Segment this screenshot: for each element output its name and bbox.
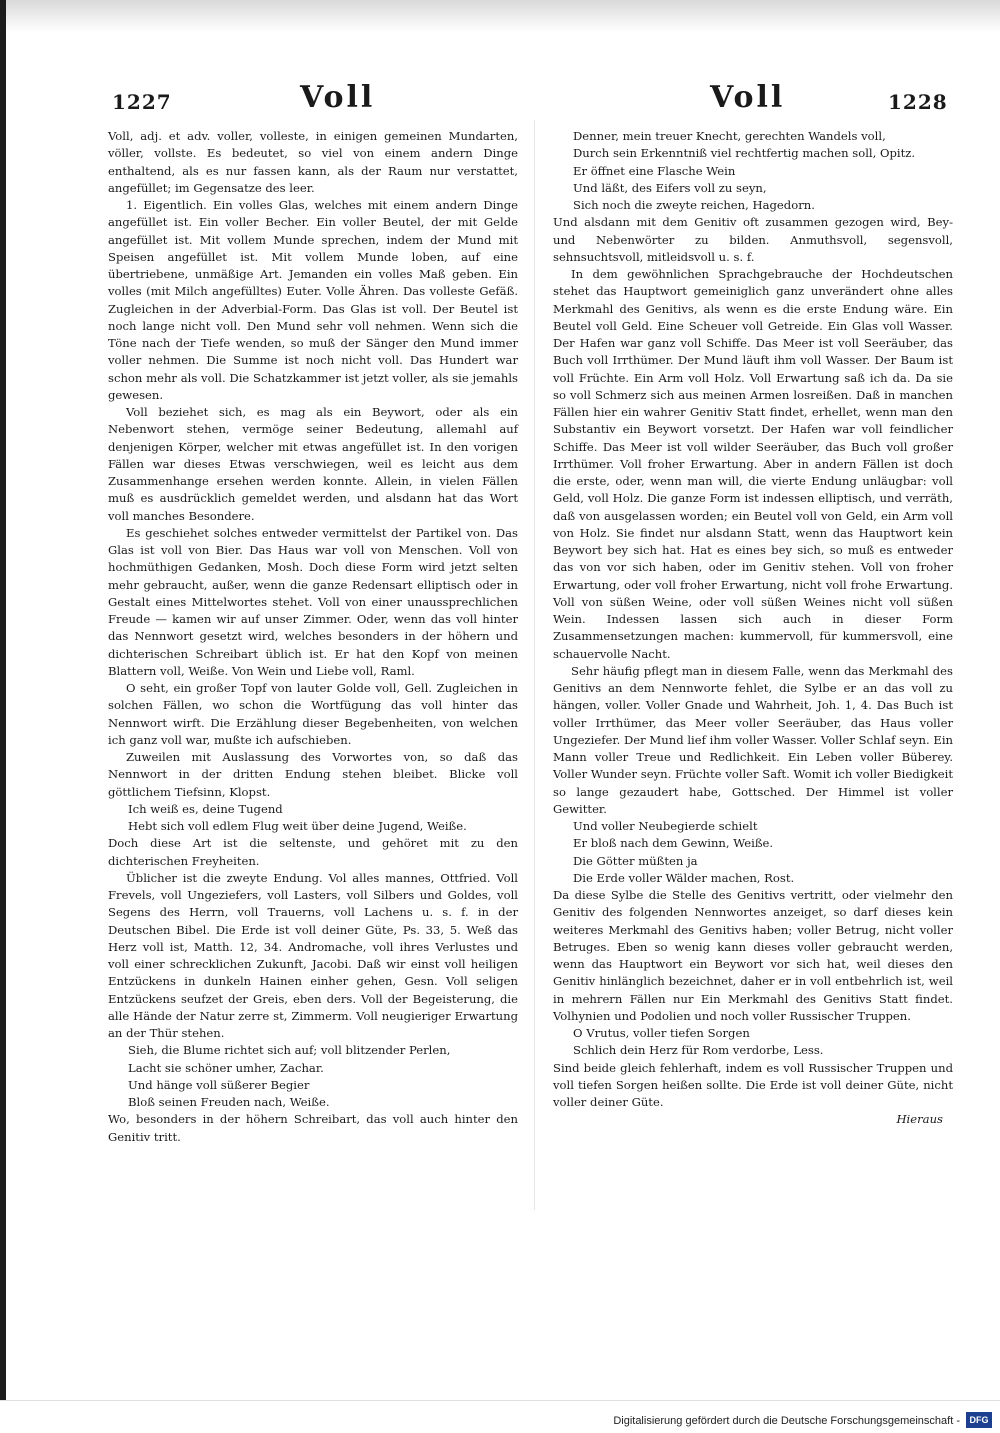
verse-line: Er bloß nach dem Gewinn, Weiße. xyxy=(573,836,774,851)
funding-notice: Digitalisierung gefördert durch die Deutsche Forschungsgemeinschaft - xyxy=(613,1415,960,1427)
right-running-head: Voll xyxy=(710,80,786,115)
right-column xyxy=(553,128,953,1129)
verse-line: Bloß seinen Freuden nach, Weiße. xyxy=(128,1095,330,1109)
dfg-logo-icon: DFG xyxy=(966,1412,992,1428)
verse-line: Sich noch die zweyte reichen, Hagedorn. xyxy=(573,198,815,212)
verse-line: Die Götter müßten ja xyxy=(573,853,698,868)
verse-line: Schlich dein Herz für Rom verdorbe, Less. xyxy=(573,1043,824,1058)
verse-line: Hebt sich voll edlem Flug weit über deine Jugend, Weiße. xyxy=(128,819,467,833)
verse-line: Denner, mein treuer Knecht, gerechten Wandels voll, xyxy=(573,129,886,143)
paragraph: Zuweilen mit Auslassung des Vorwortes von, so daß das Nennwort in der dritten Endung stehen bleibet. Blicke voll göttlichem Tiefsinn, Klopst. xyxy=(108,750,518,799)
entry-headword-paragraph: Voll, adj. et adv. voller, volleste, in einigen gemeinen Mundarten, völler, vollste. Es bedeutet, so viel von einem andern Dinge enthaltend, als es nur fassen kann, als der Raum nur verstattet, angefüllet; im Gegensatze des leer. xyxy=(108,129,518,195)
verse-line: Ich weiß es, deine Tugend xyxy=(128,801,283,816)
paragraph: Da diese Sylbe die Stelle des Genitivs vertritt, oder vielmehr den Genitiv des folgenden Nennwortes anzeiget, so darf dieses kein weiteres Merkmahl des Genitivs haben; voller Betrug, nicht voller Betruges. Eben so wenig kann dieses voller gebraucht werden, wenn das Hauptwort ein Beywort vor sich hat, weil dieses den Genitiv hinlänglich bezeichnet, daher er in voll entbehrlich ist, weil in mehrern Fällen nur Ein Merkmahl des Genitivs Statt findet. Volhynien und Podolien und noch voller Russischer Truppen. xyxy=(553,888,953,1023)
verse-line: Und hänge voll süßerer Begier xyxy=(128,1077,310,1092)
paragraph: Üblicher ist die zweyte Endung. Vol alles mannes, Ottfried. Voll Frevels, voll Ungeziefers, voll Lasters, voll Silbers und Goldes, voll Segens des Herrn, voll Trauerns, voll Lachens u. s. f. in der Deutschen Bibel. Die Erde ist voll deiner Güte, Ps. 33, 5. Weß das Herz voll ist, Matth. 12, 34. Andromache, voll ihres Verlustes und voll einer schrecklichen Zukunft, Jacobi. Daß wir einst voll heiligen Entzückens in dunkeln Hainen einher gehen, Gesn. Voll seligen Entzückens seufzet der Greis, eben ders. Voll der Begeisterung, die alle Hände der Natur zerre st, Zimmerm. Voll neugieriger Erwartung an der Thür stehen. xyxy=(108,870,518,1040)
verse-line: Die Erde voller Wälder machen, Rost. xyxy=(573,870,795,885)
paragraph: Sehr häufig pflegt man in diesem Falle, wenn das Merkmahl des Genitivs an dem Nennworte fehlet, die Sylbe er an das voll zu hängen, voller. Voller Gnade und Wahrheit, Joh. 1, 4. Das Buch ist voller Irrthümer, das Meer voller Seeräuber, das Haus voller Ungeziefer. Der Mund lief ihm voller Wasser. Voller Schlaf seyn. Ein Mann voller Treue und Redlichkeit. Ein Leben voller Büberey. Voller Wunder seyn. Früchte voller Saft. Womit ich voller Biedigkeit so lange gezaudert habe, Gottsched. Der Himmel ist voller Gewitter. xyxy=(553,663,953,816)
paragraph: O seht, ein großer Topf von lauter Golde voll, Gell. Zugleichen in solchen Fällen, wo schon die Wortfügung das voll hinter das Nennwort wirft. Die Erzählung dieser Begebenheiten, von welchen ich ganz voll war, mußte ich aufschieben. xyxy=(108,681,518,747)
verse-line: Lacht sie schöner umher, Zachar. xyxy=(128,1060,324,1075)
column-gutter xyxy=(534,120,535,1210)
paragraph: 1. Eigentlich. Ein volles Glas, welches mit einem andern Dinge angefüllet ist. Ein voller Becher. Ein voller Beutel, der mit Gelde angefüllet ist. Mit vollem Munde sprechen, indem der Mund mit Speisen angefüllet ist. Mit vollem Munde loben, auf eine übertriebene, unmäßige Art. Jemanden ein volles Maß geben. Ein volles (mit Milch angefülltes) Euter. Volle Ähren. Das volleste Gefäß. Zugleichen in der Adverbial-Form. Das Glas ist voll. Der Beutel ist noch lange nicht voll. Den Mund sehr voll nehmen. Wenn sich die Töne nach der Tiefe wenden, so muß der Sänger den Mund immer voller nehmen. Die Summe ist noch nicht voll. Das Hundert war schon mehr als voll. Die Schatzkammer ist jetzt voller, als sie jemahls gewesen. xyxy=(108,198,518,402)
scan-edge-top xyxy=(0,0,1000,32)
verse-line: Und läßt, des Eifers voll zu seyn, xyxy=(573,180,767,195)
verse-line: O Vrutus, voller tiefen Sorgen xyxy=(573,1026,750,1040)
left-running-head: Voll xyxy=(300,80,376,115)
verse-line: Er öffnet eine Flasche Wein xyxy=(573,163,736,178)
verse-line: Sieh, die Blume richtet sich auf; voll blitzender Perlen, xyxy=(128,1043,451,1058)
left-page-number: 1227 xyxy=(112,90,172,114)
paragraph: Sind beide gleich fehlerhaft, indem es voll Russischer Truppen und voll tiefen Sorgen heißen sollte. Die Erde ist voll deiner Güte, nicht voller deiner Güte. xyxy=(553,1060,953,1109)
paragraph: In dem gewöhnlichen Sprachgebrauche der Hochdeutschen stehet das Hauptwort gemeiniglich ganz unverändert ohne alles Merkmahl des Genitivs, als wenn es die erste Endung wäre. Ein Beutel voll Geld. Eine Scheuer voll Getreide. Ein Glas voll Wasser. Der Hafen war ganz voll Schiffe. Das Meer ist voll Seeräuber, das Buch voll Irrthümer. Der Mund läuft ihm voll Wasser. Der Baum ist voll Früchte. Ein Arm voll Holz. Voll Erwartung saß ich da. Da sie so voll Schmerz sich aus meinen Armen losreißen. Daß in manchen Fällen hier ein wahrer Genitiv Statt findet, erhellet, wenn man den Substantiv ein Beywort vorsetzt. Der Hafen war voll feindlicher Schiffe. Das Meer ist voll wilder Seeräuber, das Buch voll großer Irrthümer. Voll froher Erwartung. Aber in andern Fällen ist doch die erste, oder, wenn man will, die vierte Endung unläugbar: voll Geld, voll Holz. Die ganze Form ist indessen elliptisch, und verräth, daß von ausgelassen worden; ein Beutel voll von Geld, ein Arm voll von Holz. Sie findet nur alsdann Statt, wenn das Hauptwort kein Beywort bey sich hat. Hat es eines bey sich, so muß es entweder das von vor sich haben, oder im Genitiv stehen. Voll von froher Erwartung, oder voll froher Erwartung, nicht voll frohe Erwartung. Voll von süßen Weine, oder voll süßen Weines nicht voll süßen Wein. Indessen lassen sich auch in dieser Form Zusammensetzungen machen: kummervoll, für kummersvoll, eine schauervolle Nacht. xyxy=(553,267,953,661)
catchword: Hieraus xyxy=(896,1112,943,1127)
verse-line: Und voller Neubegierde schielt xyxy=(573,819,758,833)
scan-edge-left xyxy=(0,0,6,1400)
paragraph: Voll beziehet sich, es mag als ein Beywort, oder als ein Nebenwort stehen, vermöge seiner Bedeutung, allemahl auf denjenigen Körper, welcher mit etwas angefüllet ist. In den vorigen Fällen war dieses Etwas verschwiegen, weil es leicht aus dem Zusammenhange ersehen werden konnte. Allein, in vielen Fällen muß es ausdrücklich gemeldet werden, und alsdann hat das Wort voll manches Besondere. xyxy=(108,405,518,523)
paragraph: Doch diese Art ist die seltenste, und gehöret mit zu den dichterischen Freyheiten. xyxy=(108,836,518,868)
paragraph: Und alsdann mit dem Genitiv oft zusammen gezogen wird, Bey- und Nebenwörter zu bilden. Anmuthsvoll, segensvoll, sehnsuchtsvoll, mitleidsvoll u. s. f. xyxy=(553,215,953,264)
paragraph: Es geschiehet solches entweder vermittelst der Partikel von. Das Glas ist voll von Bier. Das Haus war voll von Menschen. Voll von hochmüthigen Gedanken, Mosh. Doch diese Form wird jetzt selten mehr gebraucht, außer, wenn die ganze Redensart elliptisch oder in Gestalt eines Mittelwortes stehet. Voll von einer unaussprechlichen Freude — kamen wir auf unser Zimmer. Oder, wenn das voll hinter das Nennwort gesetzt wird, welches besonders in der höhern und dichterischen Schreibart üblich ist. Er hat den Kopf von meinen Blattern voll, Weiße. Von Wein und Liebe voll, Raml. xyxy=(108,525,518,678)
left-column xyxy=(108,128,518,1146)
right-page-number: 1228 xyxy=(888,90,948,114)
verse-line: Durch sein Erkenntniß viel rechtfertig machen soll, Opitz. xyxy=(573,146,916,161)
paragraph: Wo, besonders in der höhern Schreibart, das voll auch hinter den Genitiv tritt. xyxy=(108,1112,518,1144)
